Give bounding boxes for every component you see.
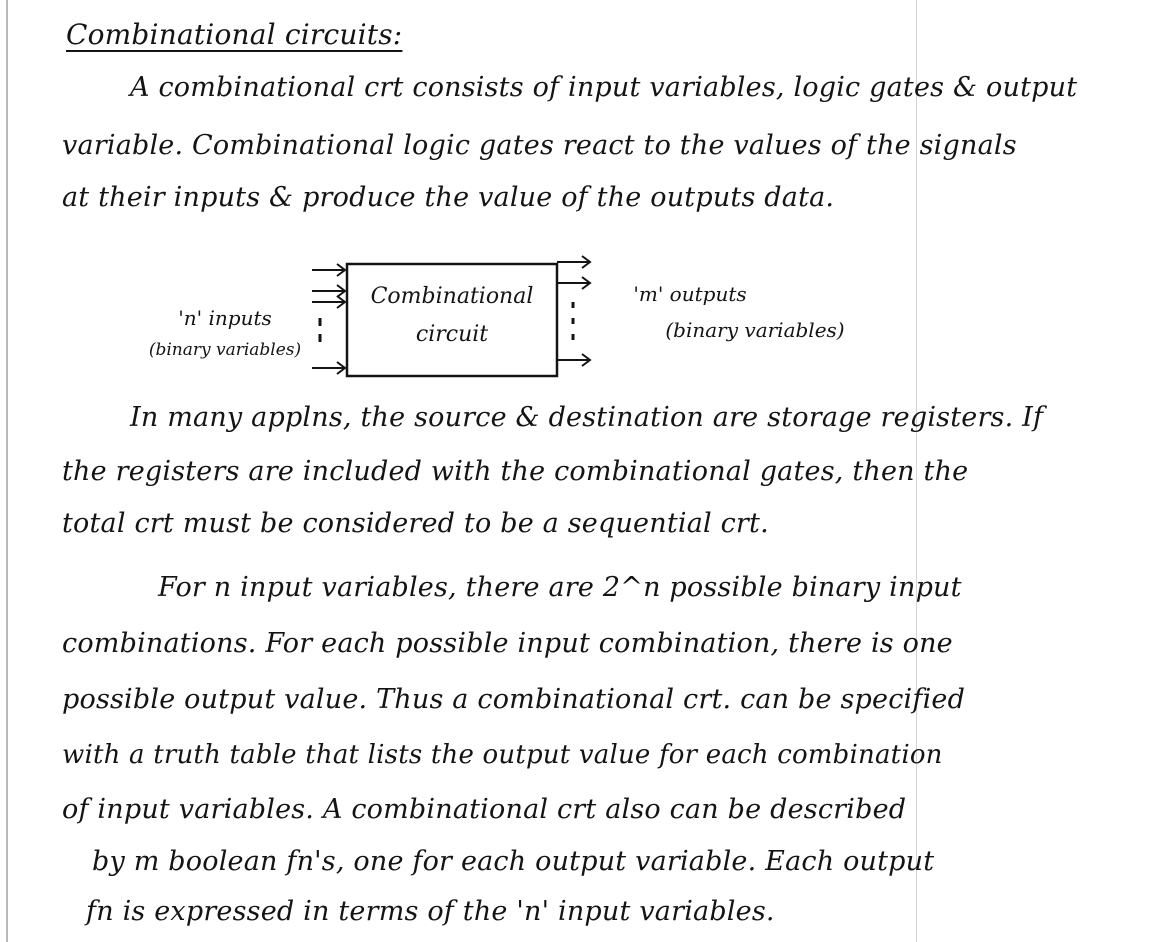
inputs-label: 'n' inputs (178, 306, 272, 330)
paragraph2-line1: In many applns, the source & destination are storage registers. If (130, 402, 1044, 433)
box-label-line2: circuit (415, 322, 489, 347)
paragraph3-line2: combinations. For each possible input combination, there is one (62, 628, 953, 659)
paragraph2-line2: the registers are included with the combinational gates, then the (62, 456, 969, 487)
paragraph3-line5: of input variables. A combinational crt also can be described (62, 794, 907, 825)
paragraph1-line3: at their inputs & produce the value of the outputs data. (62, 182, 835, 213)
box-label-line1: Combinational (370, 284, 534, 309)
outputs-sub-label: (binary variables) (665, 318, 845, 342)
paragraph1-line1: A combinational crt consists of input variables, logic gates & output (130, 72, 1078, 103)
heading: Combinational circuits: (66, 18, 403, 51)
paragraph1-line2: variable. Combinational logic gates react to the values of the signals (62, 130, 1017, 161)
outputs-label: 'm' outputs (633, 282, 747, 306)
circuit-box (347, 264, 557, 376)
inputs-sub-label: (binary variables) (148, 340, 302, 360)
paragraph3-line4: with a truth table that lists the output value for each combination (62, 740, 943, 770)
paragraph3-line3: possible output value. Thus a combinational crt. can be specified (62, 684, 966, 715)
paragraph2-line3: total crt must be considered to be a sequential crt. (62, 508, 769, 539)
output-arrows (557, 256, 590, 366)
paragraph3-line6: by m boolean fn's, one for each output variable. Each output (92, 846, 935, 877)
paragraph3-line7: fn is expressed in terms of the 'n' input variables. (86, 896, 775, 927)
paragraph3-line1: For n input variables, there are 2^n possible binary input (158, 572, 962, 603)
